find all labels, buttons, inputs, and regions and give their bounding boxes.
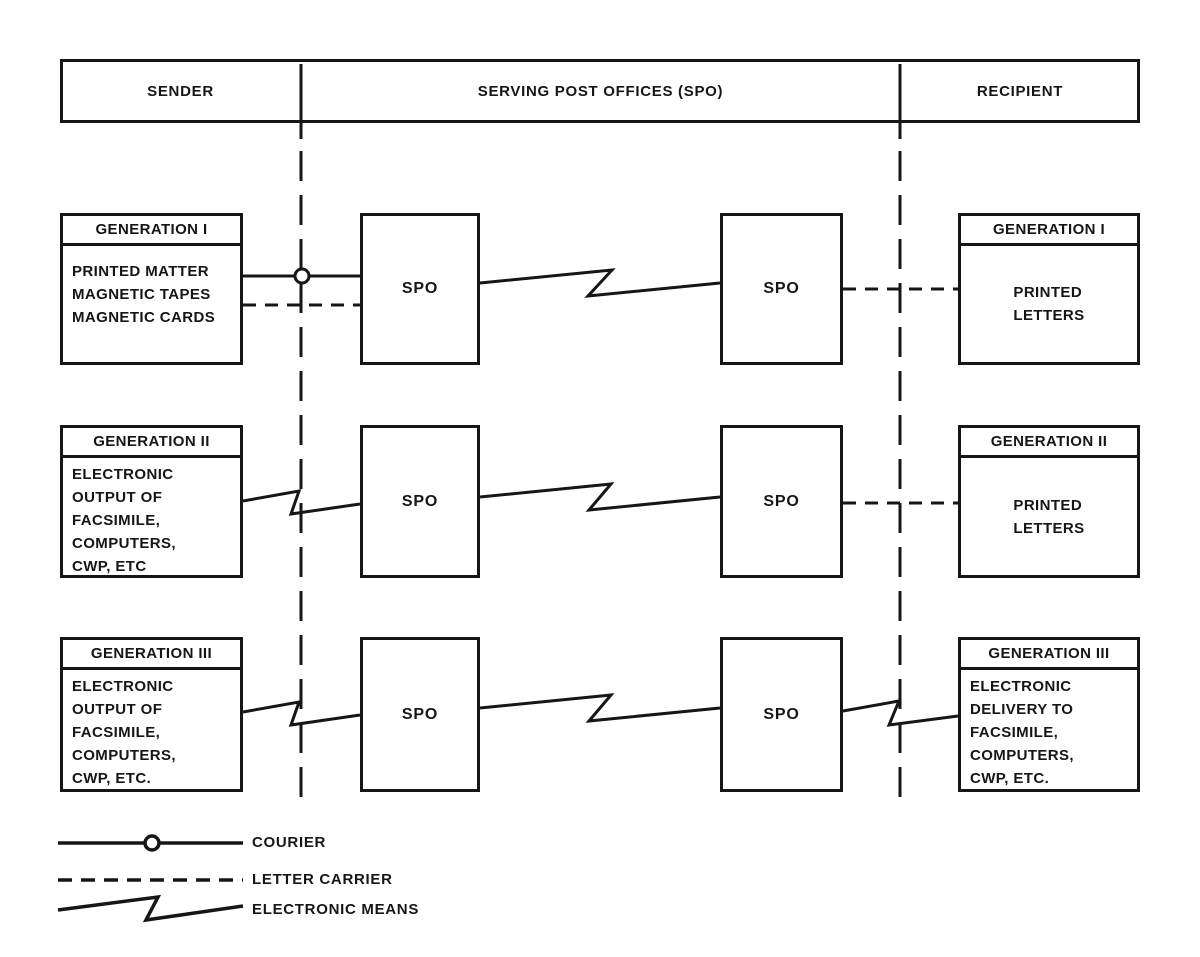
gen2-recipient-box-text: [961, 458, 1137, 575]
gen1-recipient-box-lines: PRINTED LETTERS: [1013, 284, 1085, 324]
gen2-sender-box: [60, 425, 243, 578]
gen1-sender-box: [60, 213, 243, 365]
gen1-recipient-box-title: GENERATION I: [961, 216, 1137, 246]
gen1-spo-left-box: [360, 213, 480, 365]
gen3-recipient-box-title: GENERATION III: [961, 640, 1137, 670]
gen3-sender-box-title: GENERATION III: [63, 640, 240, 670]
legend-label-electronic-means: ELECTRONIC MEANS: [252, 901, 420, 918]
legend-label-courier: COURIER: [252, 834, 327, 851]
electronic-zigzag-gen2-spo: [480, 484, 720, 510]
gen2-recipient-box-title: GENERATION II: [961, 428, 1137, 458]
gen3-spo-right-box: [720, 637, 843, 792]
header-cell-serving-post-offices: SERVING POST OFFICES (SPO): [477, 82, 724, 100]
gen3-sender-box: [60, 637, 243, 792]
gen2-recipient-box-lines: PRINTED LETTERS: [1013, 496, 1085, 537]
courier-circle-gen1: [295, 269, 309, 283]
gen1-sender-box-title: GENERATION I: [63, 216, 240, 246]
gen2-spo-right-label: SPO: [763, 492, 800, 510]
electronic-zigzag-gen3-spo: [480, 695, 720, 721]
gen2-sender-box-title: GENERATION II: [63, 428, 240, 458]
gen1-recipient-box-text: [961, 246, 1137, 362]
gen1-spo-right-label: SPO: [763, 280, 800, 297]
gen2-spo-right-box: [720, 425, 843, 578]
gen2-spo-left-label: SPO: [401, 492, 439, 510]
gen2-sender-box-text: ELECTRONIC OUTPUT OF FACSIMILE, COMPUTERS, CWP, ETC: [72, 466, 177, 575]
legend-courier-line: [58, 836, 243, 850]
gen3-sender-box-text: ELECTRONIC OUTPUT OF FACSIMILE, COMPUTERS, CWP, ETC.: [72, 678, 177, 787]
header-cell-recipient: RECIPIENT: [976, 82, 1064, 100]
gen1-recipient-box: [958, 213, 1140, 365]
legend-electronic-means-line: [58, 897, 243, 920]
gen3-recipient-box-text: ELECTRONIC DELIVERY TO FACSIMILE, COMPUTERS, CWP, ETC.: [970, 678, 1075, 787]
gen1-spo-right-box: [720, 213, 843, 365]
electronic-zigzag-gen1-spo: [480, 270, 720, 296]
gen1-sender-box-text: PRINTED MATTER MAGNETIC TAPES MAGNETIC CARDS: [72, 263, 216, 326]
legend-label-letter-carrier: LETTER CARRIER: [252, 871, 393, 888]
gen3-recipient-box: [958, 637, 1140, 792]
gen3-spo-left-label: SPO: [401, 705, 439, 723]
gen2-recipient-box: [958, 425, 1140, 578]
gen2-spo-left-box: [360, 425, 480, 578]
gen3-spo-left-box: [360, 637, 480, 792]
gen1-spo-left-label: SPO: [401, 280, 439, 297]
header-cell-sender: SENDER: [147, 82, 214, 100]
gen3-spo-right-label: SPO: [763, 705, 800, 723]
